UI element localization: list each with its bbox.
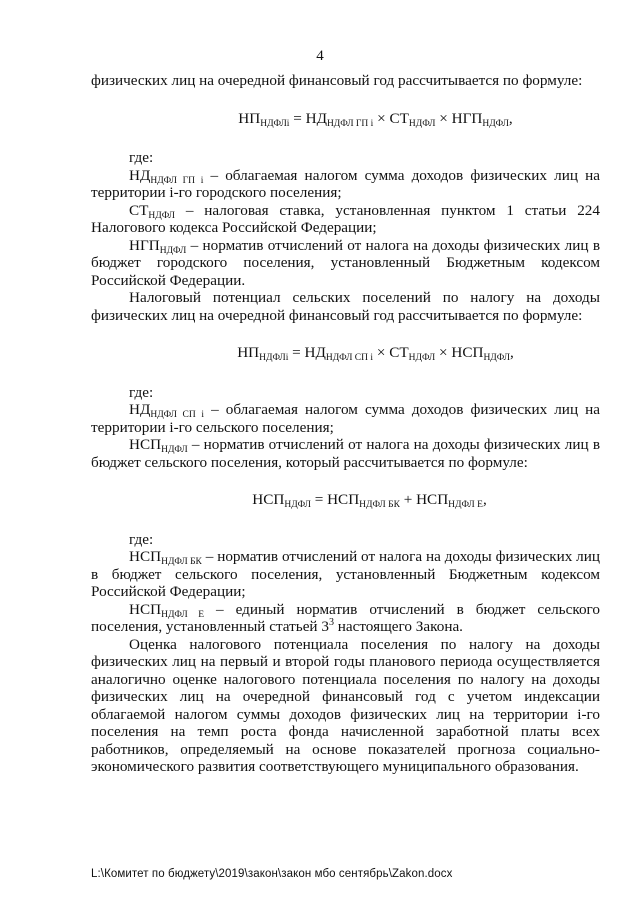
definition-budget-code-norm: $НСП_{НДФЛ БК}$ – норматив отчислений от налога на доходы физических лиц в бюджет сельского поселения, установленный Бюджетным кодексом Российской Федерации; — [91, 548, 600, 600]
paragraph-rural-potential: Налоговый потенциал сельских поселений по налогу на доходы физических лиц на очередной финансовый год рассчитывается по формуле: — [91, 289, 600, 324]
definition-rural-norm: $НСП_{НДФЛ}$ – норматив отчислений от налога на доходы физических лиц в бюджет сельского поселения, который рассчитывается по формуле: — [91, 436, 600, 471]
definition-urban-norm: $НГП_{НДФЛ}$ – норматив отчислений от налога на доходы физических лиц в бюджет городского поселения, установленный Бюджетным кодексом Российской Федерации. — [91, 236, 600, 289]
formula-urban-potential: $НП_{НДФЛi} = НД_{НДФЛ ГП i} \times СТ_{НДФЛ} \times НГП_{НДФЛ}$, — [238, 109, 513, 129]
where-label-3: где: — [129, 530, 154, 548]
definition-income-urban: $НД_{НДФЛ ГП i}$ – облагаемая налогом сумма доходов физических лиц на территории i-го городского поселения; — [91, 166, 600, 201]
paragraph-intro: физических лиц на очередной финансовый год рассчитывается по формуле: — [91, 72, 583, 89]
footer-file-path: L:\Комитет по бюджету\2019\закон\закон мбо сентябрь\Zakon.docx — [91, 868, 453, 880]
where-label-2: где: — [129, 383, 154, 401]
formula-rural-potential: $НП_{НДФЛi} = НД_{НДФЛ СП i} \times СТ_{НДФЛ} \times НСП_{НДФЛ}$, — [237, 344, 514, 363]
page-number: 4 — [316, 48, 324, 64]
formula-rural-norm: $НСП_{НДФЛ} = НСП_{НДФЛ БК} + НСП_{НДФЛ Е}$, — [252, 491, 487, 510]
paragraph-planning-period: Оценка налогового потенциала поселения по налогу на доходы физических лиц на первый и второй годы планового периода осуществляется аналогично оценке налогового потенциала поселения по налогу на доходы физических лиц на очередной финансовый год с учетом индексации облагаемой налогом суммы доходов физических лиц на территории i-го поселения на темп роста фонда начисленной заработной платы всех работников, определяемый на основе показателей прогноза социально-экономического развития соответствующего муниципального образования. — [91, 635, 600, 775]
definition-tax-rate: $СТ_{НДФЛ}$ – налоговая ставка, установленная пунктом 1 статьи 224 Налогового кодекса Российской Федерации; — [91, 201, 600, 236]
document-body — [91, 72, 600, 776]
definition-income-rural: $НД_{НДФЛ СП i}$ – облагаемая налогом сумма доходов физических лиц на территории i-го сельского поселения; — [91, 401, 600, 436]
definition-single-norm: $НСП_{НДФЛ Е}$ – единый норматив отчислений в бюджет сельского поселения, установленный статьей $3^3$ настоящего Закона. — [91, 600, 600, 635]
where-label-1: где: — [129, 149, 154, 166]
